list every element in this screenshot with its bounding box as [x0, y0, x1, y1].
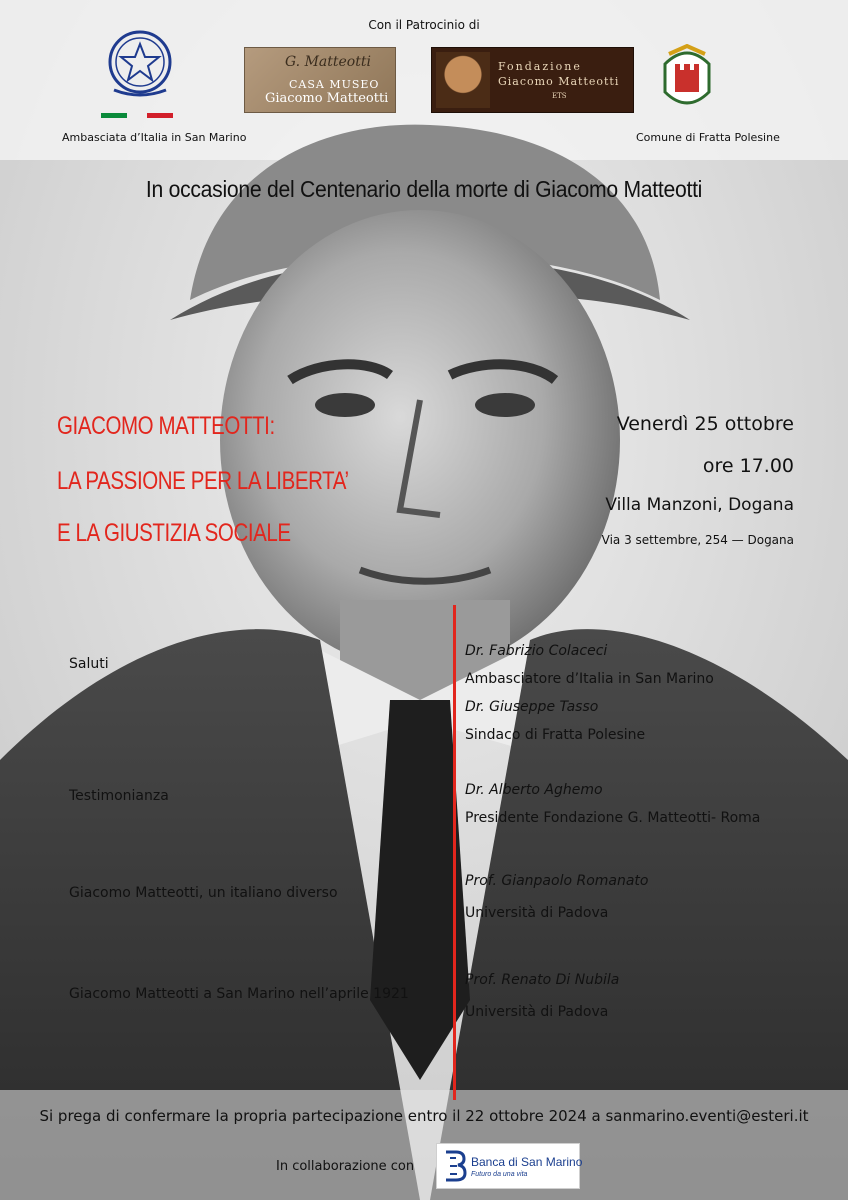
speaker-role: Presidente Fondazione G. Matteotti- Roma	[465, 810, 761, 826]
program-label-talk1: Giacomo Matteotti, un italiano diverso	[69, 885, 338, 901]
bank-tagline: Futuro da una vita	[471, 1171, 528, 1178]
fondazione-line3: ETS	[552, 92, 567, 100]
fondazione-line2: Giacomo Matteotti	[498, 75, 620, 88]
signature-icon: G. Matteotti	[285, 54, 371, 70]
embassy-label: Ambasciata d’Italia in San Marino	[62, 131, 247, 144]
program-label-talk2: Giacomo Matteotti a San Marino nell’aprile 1921	[69, 986, 409, 1002]
program-label-saluti: Saluti	[69, 656, 109, 672]
casa-museo-logo	[244, 47, 396, 113]
event-title-line1: GIACOMO MATTEOTTI:	[57, 412, 275, 440]
fondazione-logo	[431, 47, 634, 113]
event-venue: Villa Manzoni, Dogana	[605, 495, 794, 515]
flag-stripe-green	[101, 113, 127, 118]
speaker-name: Prof. Renato Di Nubila	[465, 972, 620, 988]
speaker-name: Dr. Giuseppe Tasso	[465, 699, 599, 715]
event-title-line3: E LA GIUSTIZIA SOCIALE	[57, 519, 291, 547]
speaker-role: Università di Padova	[465, 905, 609, 921]
speaker-name: Dr. Alberto Aghemo	[465, 782, 603, 798]
occasion-heading: In occasione del Centenario della morte di Giacomo Matteotti	[145, 176, 703, 202]
flag-stripe-red	[147, 113, 173, 118]
patronage-text: Con il Patrocinio di	[368, 18, 480, 32]
speaker-name: Dr. Fabrizio Colaceci	[465, 643, 608, 659]
speaker-role: Università di Padova	[465, 1004, 609, 1020]
event-address: Via 3 settembre, 254 — Dogana	[601, 533, 794, 547]
program-divider	[453, 605, 456, 1100]
casa-museo-line2: Giacomo Matteotti	[265, 91, 389, 106]
fondazione-portrait-icon	[436, 52, 490, 108]
fondazione-line1: Fondazione	[498, 60, 582, 73]
event-date: Venerdì 25 ottobre	[616, 413, 794, 435]
speaker-role: Ambasciatore d’Italia in San Marino	[465, 671, 714, 687]
program-label-testimonianza: Testimonianza	[69, 788, 169, 804]
casa-museo-line1: CASA MUSEO	[289, 78, 380, 91]
event-title-line2: LA PASSIONE PER LA LIBERTA’	[57, 467, 349, 495]
rsvp-text: Si prega di confermare la propria partecipazione entro il 22 ottobre 2024 a sanmarino.eventi@esteri.it	[39, 1107, 809, 1125]
speaker-name: Prof. Gianpaolo Romanato	[465, 873, 649, 889]
speaker-role: Sindaco di Fratta Polesine	[465, 727, 646, 743]
event-time: ore 17.00	[702, 455, 794, 477]
collaboration-text: In collaborazione con	[276, 1159, 415, 1174]
bank-b-icon	[443, 1150, 467, 1182]
comune-label: Comune di Fratta Polesine	[636, 131, 780, 144]
fratta-polesine-crest-icon	[659, 44, 715, 114]
bank-name: Banca di San Marino	[471, 1155, 583, 1169]
banca-san-marino-logo	[436, 1143, 583, 1189]
italian-republic-emblem-icon	[100, 26, 180, 100]
